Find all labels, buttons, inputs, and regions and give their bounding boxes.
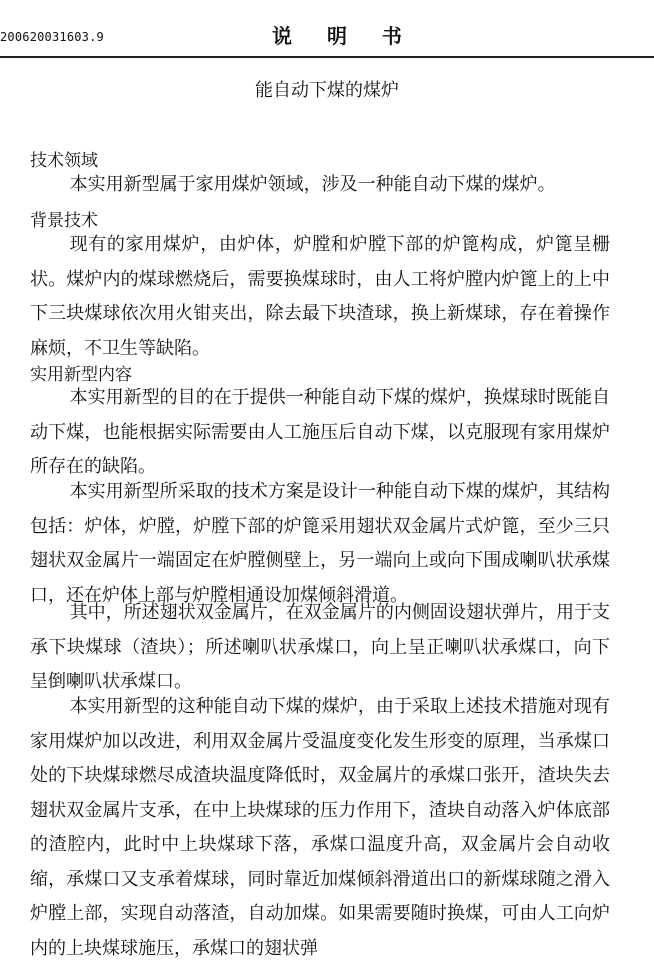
paragraph-effects: 本实用新型的这种能自动下煤的煤炉，由于采取上述技术措施对现有家用煤炉加以改进，利用双金属片受温度变化发生形变的原理，当承煤口处的下块煤球燃尽成渣块温度降低时，双金属片的承煤口张开，渣块失去翅状双金属片支承，在中上块煤球的压力作用下，渣块自动落入炉体底部的渣腔内，此时中上块煤球下落，承煤口温度升高，双金属片会自动收缩，承煤口又支承着煤球，同时靠近加煤倾斜滑道出口的新煤球随之滑入炉膛上部，实现自动落渣，自动加煤。如果需要随时换煤，可由人工向炉内的上块煤球施压，承煤口的翅状弹 <box>30 696 610 959</box>
paragraph-details: 其中，所述翅状双金属片，在双金属片的内侧固设翅状弹片，用于支承下块煤球（渣块）；所述喇叭状承煤口，向上呈正喇叭状承煤口，向下呈倒喇叭状承煤口。 <box>30 602 610 692</box>
header-doc-id: 200620031603.9 <box>0 30 104 44</box>
section-heading-tech-field: 技术领域 <box>30 151 98 171</box>
paragraph-technical-solution: 本实用新型所采取的技术方案是设计一种能自动下煤的煤炉，其结构包括：炉体，炉膛，炉膛下部的炉篦采用翅状双金属片式炉篦，至少三只翅状双金属片一端固定在炉膛侧壁上，另一端向上或向下围成喇叭状承煤口，还在炉体上部与炉膛相通设加煤倾斜滑道。 <box>30 481 610 606</box>
paragraph-tech-field: 本实用新型属于家用煤炉领域，涉及一种能自动下煤的煤炉。 <box>69 174 556 195</box>
paragraph-purpose: 本实用新型的目的在于提供一种能自动下煤的煤炉，换煤球时既能自动下煤，也能根据实际需要由人工施压后自动下煤，以克服现有家用煤炉所存在的缺陷。 <box>30 387 610 477</box>
header-divider <box>0 56 654 58</box>
header-title: 说 明 书 <box>272 24 416 48</box>
document-title: 能自动下煤的煤炉 <box>255 80 399 101</box>
paragraph-background: 现有的家用煤炉，由炉体，炉膛和炉膛下部的炉篦构成，炉篦呈栅状。煤炉内的煤球燃烧后，需要换煤球时，由人工将炉膛内炉篦上的上中下三块煤球依次用火钳夹出，除去最下块渣球，换上新煤球，存在着操作麻烦，不卫生等缺陷。 <box>30 234 610 359</box>
section-heading-content: 实用新型内容 <box>30 365 132 385</box>
section-heading-background: 背景技术 <box>30 211 98 231</box>
